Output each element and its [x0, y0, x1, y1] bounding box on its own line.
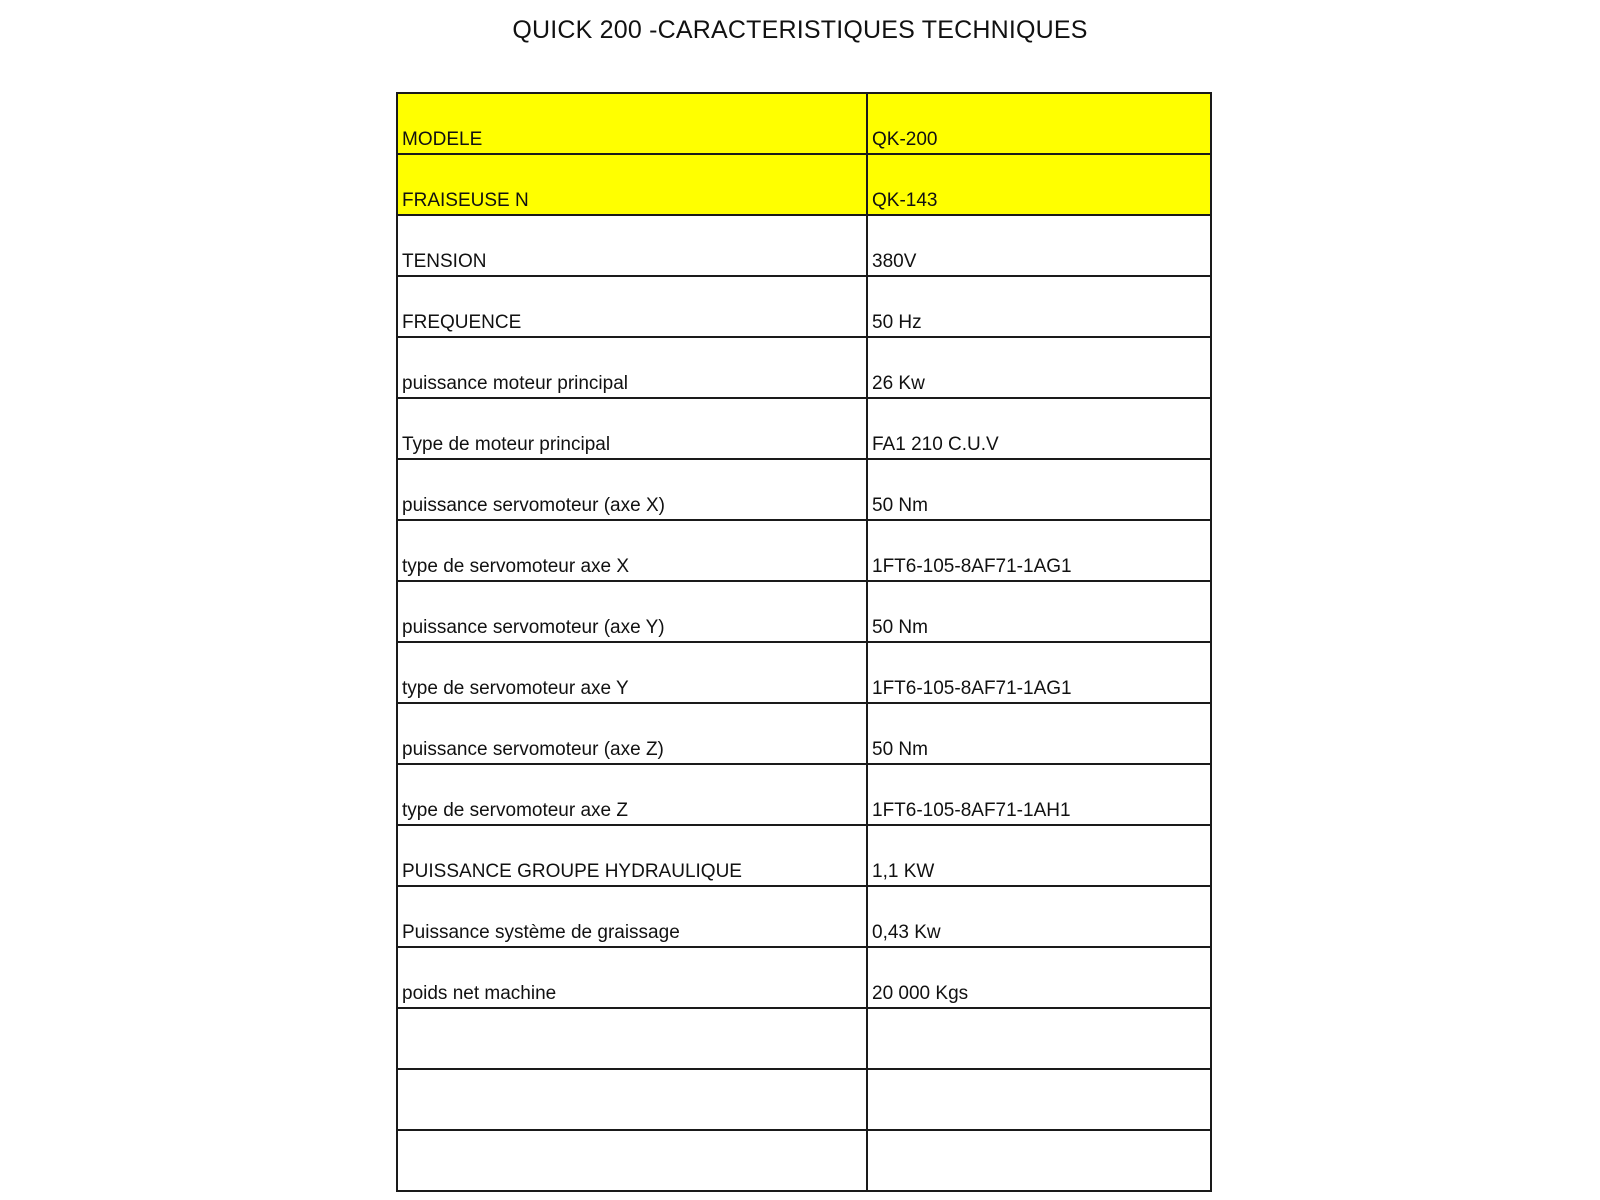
spec-label-cell: type de servomoteur axe X	[397, 520, 867, 581]
table-row	[397, 459, 1211, 520]
table-row	[397, 642, 1211, 703]
spec-label-cell: puissance servomoteur (axe X)	[397, 459, 867, 520]
spec-value-cell: 50 Hz	[867, 276, 1211, 337]
spec-value-cell: 1FT6-105-8AF71-1AG1	[867, 520, 1211, 581]
spec-label-cell: TENSION	[397, 215, 867, 276]
table-row	[397, 825, 1211, 886]
spec-value-cell: 1,1 KW	[867, 825, 1211, 886]
spec-value-cell: 50 Nm	[867, 703, 1211, 764]
spec-value-cell: 1FT6-105-8AF71-1AH1	[867, 764, 1211, 825]
spec-value-cell: 20 000 Kgs	[867, 947, 1211, 1008]
spec-label-cell	[397, 1069, 867, 1130]
spec-label-cell	[397, 1130, 867, 1191]
spec-label-cell: PUISSANCE GROUPE HYDRAULIQUE	[397, 825, 867, 886]
spec-value-cell: 50 Nm	[867, 581, 1211, 642]
spec-label-cell: Type de moteur principal	[397, 398, 867, 459]
spec-label-cell: FRAISEUSE N	[397, 154, 867, 215]
spec-value-cell	[867, 1008, 1211, 1069]
spec-label-cell: puissance moteur principal	[397, 337, 867, 398]
spec-value-cell: 1FT6-105-8AF71-1AG1	[867, 642, 1211, 703]
spec-label-cell	[397, 1008, 867, 1069]
spec-label-cell: FREQUENCE	[397, 276, 867, 337]
table-row	[397, 581, 1211, 642]
table-row	[397, 520, 1211, 581]
spec-label-cell: type de servomoteur axe Y	[397, 642, 867, 703]
table-row	[397, 886, 1211, 947]
spec-value-cell: 380V	[867, 215, 1211, 276]
spec-value-cell: QK-200	[867, 93, 1211, 154]
spec-table	[396, 92, 1212, 1192]
spec-label-cell: Puissance système de graissage	[397, 886, 867, 947]
table-row	[397, 276, 1211, 337]
spec-label-cell: poids net machine	[397, 947, 867, 1008]
table-row	[397, 764, 1211, 825]
spec-label-cell: puissance servomoteur (axe Z)	[397, 703, 867, 764]
table-row	[397, 398, 1211, 459]
table-row	[397, 947, 1211, 1008]
table-row	[397, 703, 1211, 764]
spec-table-body	[397, 93, 1211, 1191]
table-row	[397, 1008, 1211, 1069]
table-row	[397, 154, 1211, 215]
spec-value-cell: 50 Nm	[867, 459, 1211, 520]
page-title: QUICK 200 -CARACTERISTIQUES TECHNIQUES	[512, 16, 1088, 44]
table-row	[397, 337, 1211, 398]
spec-label-cell: puissance servomoteur (axe Y)	[397, 581, 867, 642]
spec-label-cell: MODELE	[397, 93, 867, 154]
spec-value-cell: 26 Kw	[867, 337, 1211, 398]
table-row	[397, 1069, 1211, 1130]
spec-value-cell: FA1 210 C.U.V	[867, 398, 1211, 459]
spec-value-cell	[867, 1130, 1211, 1191]
table-row	[397, 93, 1211, 154]
table-row	[397, 215, 1211, 276]
spec-value-cell: 0,43 Kw	[867, 886, 1211, 947]
spec-label-cell: type de servomoteur axe Z	[397, 764, 867, 825]
spec-value-cell	[867, 1069, 1211, 1130]
table-row	[397, 1130, 1211, 1191]
spec-value-cell: QK-143	[867, 154, 1211, 215]
